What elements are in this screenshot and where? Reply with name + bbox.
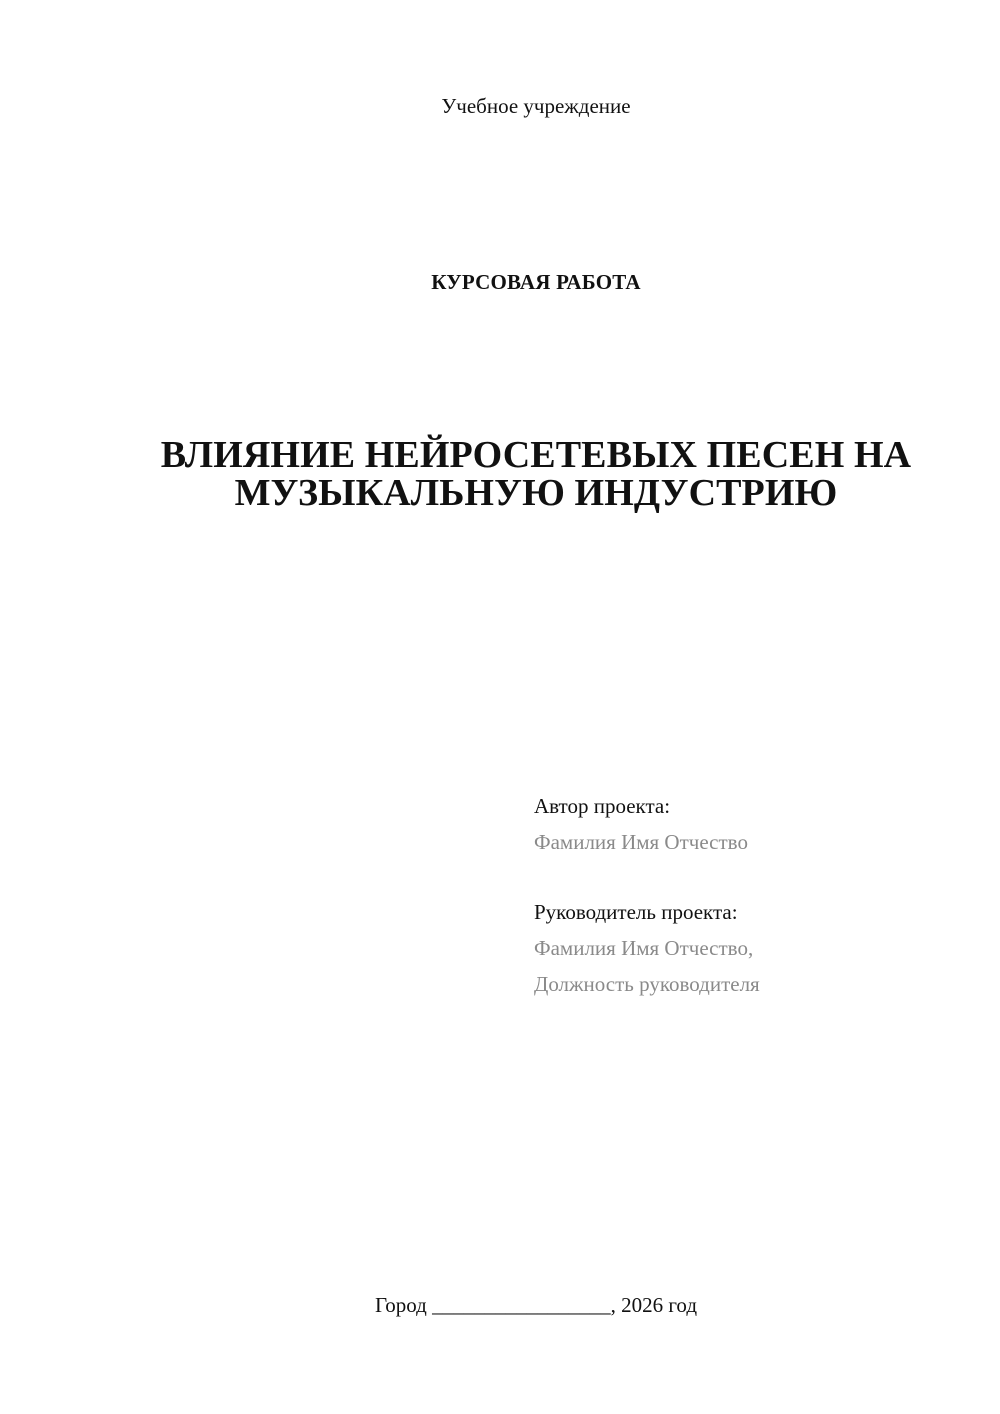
title-line-2: МУЗЫКАЛЬНУЮ ИНДУСТРИЮ: [234, 472, 838, 514]
author-label: Автор проекта:: [534, 794, 671, 818]
work-type: КУРСОВАЯ РАБОТА: [431, 270, 641, 294]
document-title: [36, 436, 1000, 512]
supervisor-position: Должность руководителя: [534, 972, 760, 996]
supervisor-label: Руководитель проекта:: [534, 900, 738, 924]
supervisor-name: Фамилия Имя Отчество,: [534, 936, 754, 960]
city-year-line: Город _________________, 2026 год: [374, 1293, 698, 1317]
author-name: Фамилия Имя Отчество: [534, 830, 748, 854]
spacer: [534, 860, 974, 894]
project-info: [534, 788, 974, 1002]
title-line-1: ВЛИЯНИЕ НЕЙРОСЕТЕВЫХ ПЕСЕН НА: [160, 434, 912, 476]
institution-name: Учебное учреждение: [441, 94, 631, 118]
